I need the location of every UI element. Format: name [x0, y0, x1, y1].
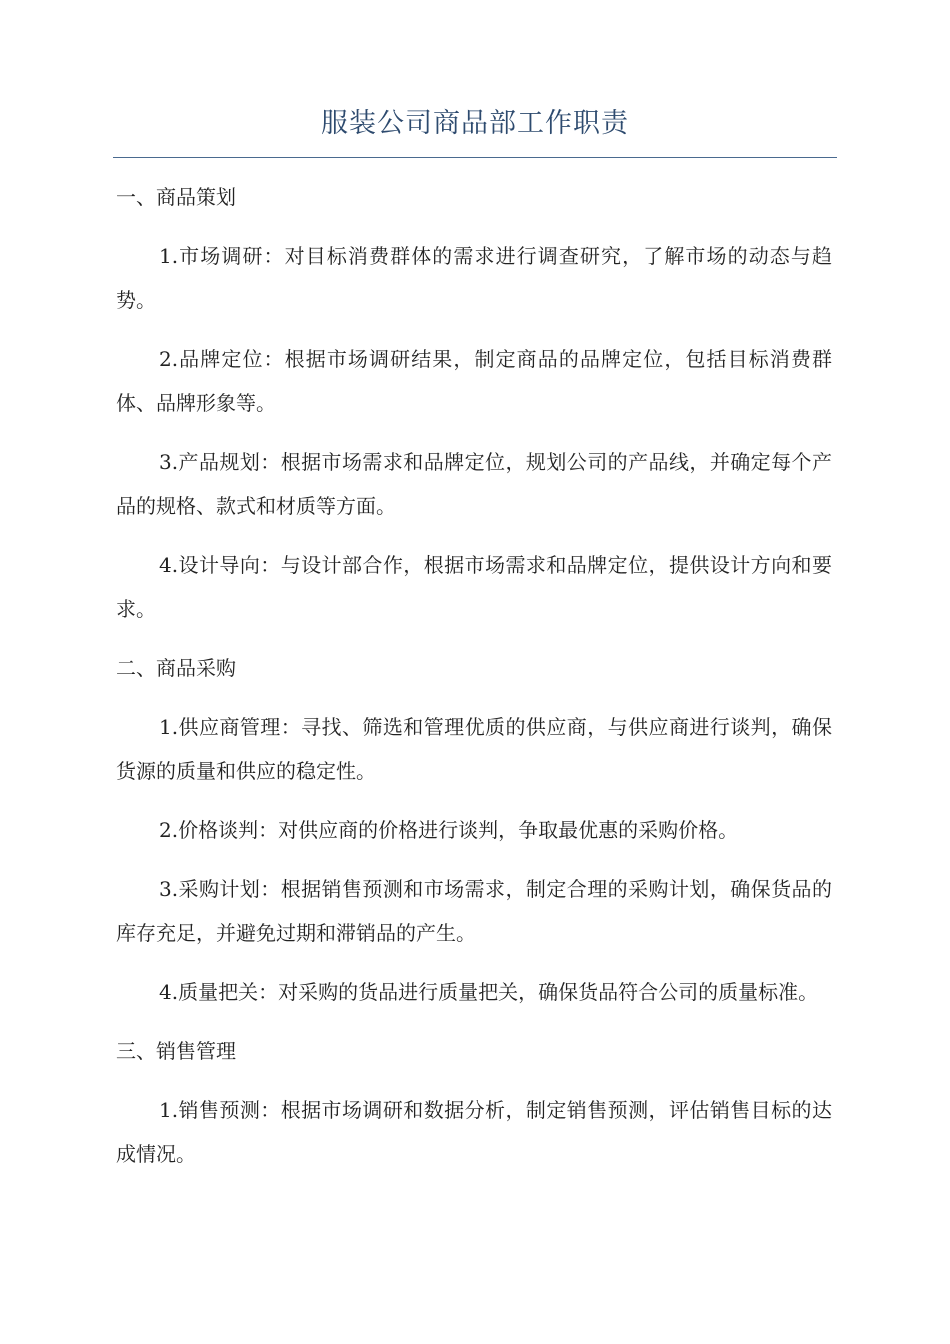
section-heading: 一、商品策划 — [116, 185, 236, 209]
list-item: 1.供应商管理：寻找、筛选和管理优质的供应商，与供应商进行谈判，确保货源的质量和供应的稳定性。 — [116, 715, 832, 783]
list-item: 2.价格谈判：对供应商的价格进行谈判，争取最优惠的采购价格。 — [159, 818, 739, 842]
section-sales-management — [116, 1029, 832, 1176]
list-item: 1.市场调研：对目标消费群体的需求进行调查研究，了解市场的动态与趋势。 — [116, 244, 832, 312]
list-item: 1.销售预测：根据市场调研和数据分析，制定销售预测，评估销售目标的达成情况。 — [116, 1098, 832, 1166]
list-item: 3.产品规划：根据市场需求和品牌定位，规划公司的产品线，并确定每个产品的规格、款式和材质等方面。 — [116, 450, 832, 518]
section-heading: 二、商品采购 — [116, 656, 236, 680]
section-heading: 三、销售管理 — [116, 1039, 236, 1063]
document-title: 服装公司商品部工作职责 — [321, 108, 629, 139]
list-item: 4.质量把关：对采购的货品进行质量把关，确保货品符合公司的质量标准。 — [159, 980, 819, 1004]
section-product-procurement — [116, 646, 832, 1014]
title-divider — [113, 157, 837, 158]
list-item: 3.采购计划：根据销售预测和市场需求，制定合理的采购计划，确保货品的库存充足，并避免过期和滞销品的产生。 — [116, 877, 832, 945]
section-product-planning — [116, 175, 832, 631]
list-item: 2.品牌定位：根据市场调研结果，制定商品的品牌定位，包括目标消费群体、品牌形象等。 — [116, 347, 832, 415]
document-body — [116, 175, 832, 1191]
list-item: 4.设计导向：与设计部合作，根据市场需求和品牌定位，提供设计方向和要求。 — [116, 553, 832, 621]
